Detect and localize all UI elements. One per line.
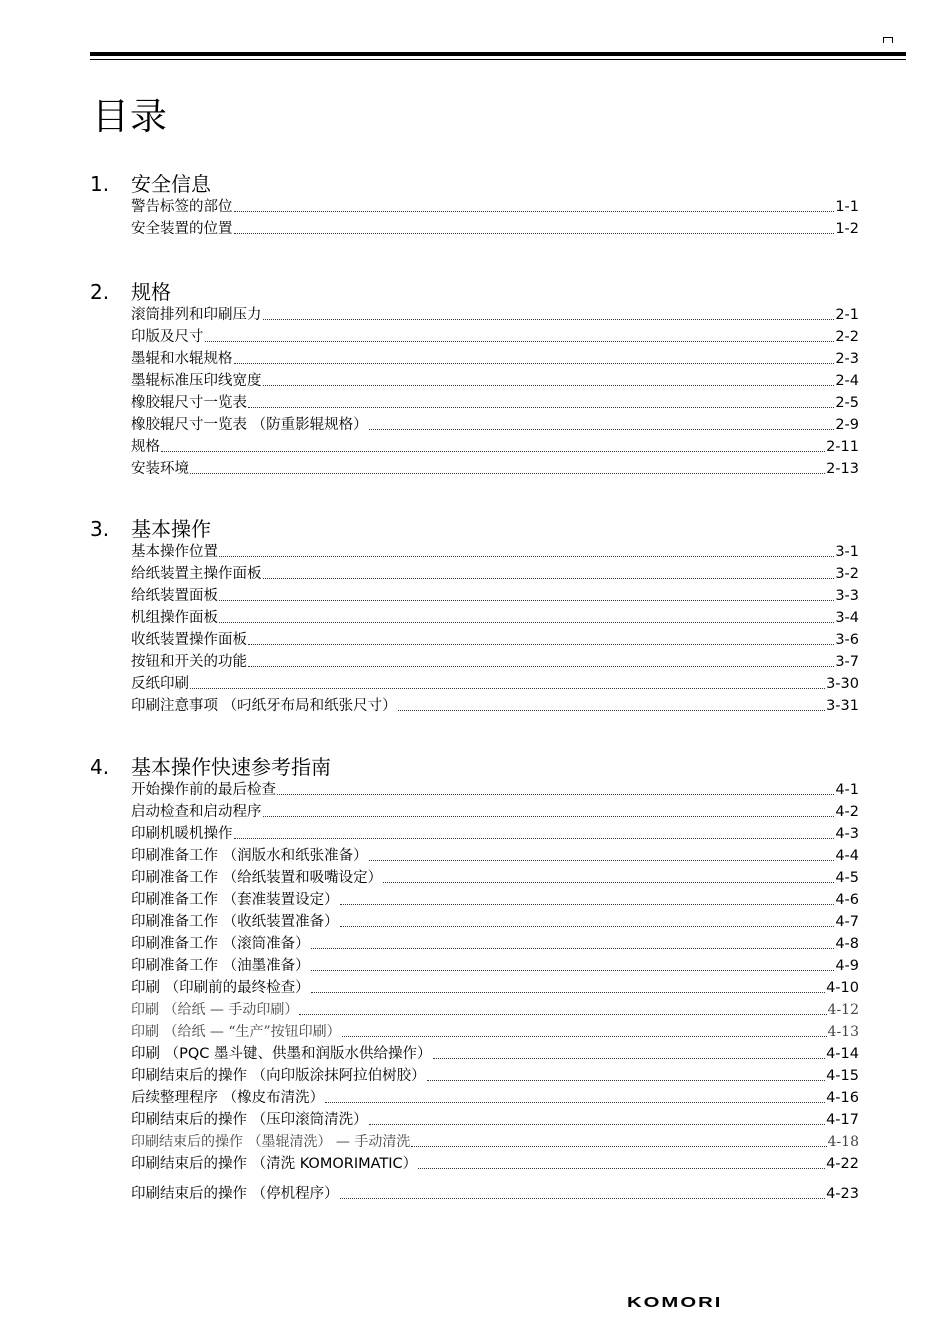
section-heading bbox=[90, 168, 880, 196]
section-number: 4. bbox=[90, 755, 110, 779]
toc-entry[interactable] bbox=[131, 563, 859, 585]
komori-logo: KOMORI bbox=[627, 1294, 723, 1311]
toc-page-number: 3-6 bbox=[835, 632, 859, 648]
toc-entry-text: 安全装置的位置 bbox=[131, 221, 233, 237]
dot-leader bbox=[340, 926, 835, 927]
toc-page-number: 4-6 bbox=[835, 892, 859, 908]
toc-entry-text: 印刷准备工作 （收纸装置准备） bbox=[131, 914, 339, 930]
dot-leader bbox=[369, 1124, 825, 1125]
section-title: 基本操作 bbox=[131, 517, 211, 541]
toc-entry[interactable] bbox=[131, 823, 859, 845]
toc-entry[interactable] bbox=[131, 370, 859, 392]
toc-entry[interactable] bbox=[131, 845, 859, 867]
dot-leader bbox=[234, 363, 835, 364]
toc-page-number: 2-13 bbox=[826, 461, 859, 477]
toc-page-number: 4-5 bbox=[835, 870, 859, 886]
toc-page-number: 2-2 bbox=[835, 329, 859, 345]
dot-leader bbox=[190, 688, 825, 689]
toc-entry-text: 印刷结束后的操作 （停机程序） bbox=[131, 1186, 339, 1202]
toc-section bbox=[90, 168, 880, 240]
toc-entry[interactable] bbox=[131, 651, 859, 673]
toc-entry[interactable] bbox=[131, 977, 859, 999]
toc-entry[interactable] bbox=[131, 1109, 859, 1131]
toc-page-number: 2-5 bbox=[835, 395, 859, 411]
toc-entry[interactable] bbox=[131, 1153, 859, 1175]
toc-entry-text: 印刷准备工作 （给纸装置和吸嘴设定） bbox=[131, 870, 383, 886]
toc-entry-text: 墨辊和水辊规格 bbox=[131, 351, 233, 367]
toc-entry[interactable] bbox=[131, 1087, 859, 1109]
toc-page-number: 3-2 bbox=[835, 566, 859, 582]
toc-page-number: 4-16 bbox=[826, 1090, 859, 1106]
dot-leader bbox=[311, 948, 835, 949]
dot-leader bbox=[383, 882, 834, 883]
dot-leader bbox=[340, 904, 835, 905]
toc-entry[interactable] bbox=[131, 801, 859, 823]
toc-page-number: 4-2 bbox=[835, 804, 859, 820]
section-title: 规格 bbox=[131, 280, 171, 304]
toc-entry[interactable] bbox=[131, 695, 859, 717]
toc-entry[interactable] bbox=[131, 779, 859, 801]
toc-page-number: 2-4 bbox=[835, 373, 859, 389]
toc-entry-text: 印版及尺寸 bbox=[131, 329, 204, 345]
toc-page-number: 3-3 bbox=[835, 588, 859, 604]
toc-entry[interactable] bbox=[131, 999, 859, 1021]
dot-leader bbox=[398, 710, 825, 711]
toc-entry[interactable] bbox=[131, 911, 859, 933]
toc-page-number: 2-3 bbox=[835, 351, 859, 367]
toc-page-number: 4-9 bbox=[835, 958, 859, 974]
section-heading bbox=[90, 751, 880, 779]
toc-page-number: 4-17 bbox=[826, 1112, 859, 1128]
toc-entry-text: 印刷准备工作 （润版水和纸张准备） bbox=[131, 848, 368, 864]
dot-leader bbox=[427, 1080, 825, 1081]
dot-leader bbox=[299, 1014, 826, 1015]
toc-page-number: 4-18 bbox=[827, 1134, 859, 1150]
toc-page-number: 4-23 bbox=[826, 1186, 859, 1202]
toc-section bbox=[90, 276, 880, 480]
toc-page-number: 4-8 bbox=[835, 936, 859, 952]
toc-entry-text: 后续整理程序 （橡皮布清洗） bbox=[131, 1090, 325, 1106]
dot-leader bbox=[248, 644, 834, 645]
toc-page-number: 4-10 bbox=[826, 980, 859, 996]
toc-entry-text: 印刷准备工作 （套准装置设定） bbox=[131, 892, 339, 908]
toc-page-number: 4-15 bbox=[826, 1068, 859, 1084]
toc-page-number: 4-1 bbox=[835, 782, 859, 798]
toc-entry-text: 印刷结束后的操作 （向印版涂抹阿拉伯树胶） bbox=[131, 1068, 426, 1084]
dot-leader bbox=[263, 816, 835, 817]
section-number: 3. bbox=[90, 517, 110, 541]
section-number: 1. bbox=[90, 172, 110, 196]
toc-entry-text: 印刷结束后的操作 （墨辊清洗） — 手动清洗 bbox=[131, 1134, 411, 1150]
toc-entry-text: 按钮和开关的功能 bbox=[131, 654, 247, 670]
toc-entry[interactable] bbox=[131, 867, 859, 889]
toc-entry[interactable] bbox=[131, 304, 859, 326]
toc-entry-text: 基本操作位置 bbox=[131, 544, 218, 560]
toc-entry[interactable] bbox=[131, 585, 859, 607]
toc-page-number: 4-4 bbox=[835, 848, 859, 864]
toc-entry[interactable] bbox=[131, 1021, 859, 1043]
toc-entry-text: 橡胶辊尺寸一览表 （防重影辊规格） bbox=[131, 417, 368, 433]
toc-entry-text: 橡胶辊尺寸一览表 bbox=[131, 395, 247, 411]
toc-page-number: 2-11 bbox=[826, 439, 859, 455]
dot-leader bbox=[369, 429, 835, 430]
toc-entry-text: 印刷 （给纸 — “生产”按钮印刷） bbox=[131, 1024, 341, 1040]
toc-page-number: 4-13 bbox=[827, 1024, 859, 1040]
toc-entry[interactable] bbox=[131, 348, 859, 370]
toc-page-number: 4-3 bbox=[835, 826, 859, 842]
toc-entry[interactable] bbox=[131, 326, 859, 348]
dot-leader bbox=[219, 622, 834, 623]
toc-page-number: 1-1 bbox=[835, 199, 859, 215]
toc-page-number: 3-1 bbox=[835, 544, 859, 560]
toc-entry-text: 印刷 （印刷前的最终检查） bbox=[131, 980, 310, 996]
dot-leader bbox=[219, 600, 834, 601]
dot-leader bbox=[263, 578, 835, 579]
section-heading bbox=[90, 276, 880, 304]
dot-leader bbox=[340, 1198, 825, 1199]
toc-entry-text: 印刷结束后的操作 （清洗 KOMORIMATIC） bbox=[131, 1156, 418, 1172]
dot-leader bbox=[433, 1058, 826, 1059]
dot-leader bbox=[248, 666, 834, 667]
toc-entry-text: 反纸印刷 bbox=[131, 676, 189, 692]
dot-leader bbox=[234, 211, 835, 212]
toc-entry-text: 滚筒排列和印刷压力 bbox=[131, 307, 262, 323]
toc-entry[interactable] bbox=[131, 933, 859, 955]
toc-entry[interactable] bbox=[131, 1065, 859, 1087]
dot-leader bbox=[234, 838, 835, 839]
toc-page-number: 3-4 bbox=[835, 610, 859, 626]
toc-entry[interactable] bbox=[131, 436, 859, 458]
toc-entry[interactable] bbox=[131, 218, 859, 240]
dot-leader bbox=[325, 1102, 825, 1103]
dot-leader bbox=[342, 1036, 827, 1037]
toc-entry[interactable] bbox=[131, 889, 859, 911]
corner-mark bbox=[883, 37, 893, 43]
toc-entry-text: 收纸装置操作面板 bbox=[131, 632, 247, 648]
toc-entry-text: 印刷注意事项 （叼纸牙布局和纸张尺寸） bbox=[131, 698, 397, 714]
header-rule-thin bbox=[90, 59, 906, 60]
dot-leader bbox=[190, 473, 825, 474]
toc-entry-text: 墨辊标准压印线宽度 bbox=[131, 373, 262, 389]
toc-entry-text: 印刷 （给纸 — 手动印刷） bbox=[131, 1002, 299, 1018]
toc-entry-text: 印刷 （PQC 墨斗键、供墨和润版水供给操作） bbox=[131, 1046, 432, 1062]
toc-entry-text: 安装环境 bbox=[131, 461, 189, 477]
toc-entry[interactable] bbox=[131, 629, 859, 651]
section-heading bbox=[90, 513, 880, 541]
section-number: 2. bbox=[90, 280, 110, 304]
toc-page-number: 4-14 bbox=[826, 1046, 859, 1062]
dot-leader bbox=[311, 992, 825, 993]
toc-entry-text: 印刷机暖机操作 bbox=[131, 826, 233, 842]
dot-leader bbox=[234, 233, 835, 234]
toc-section bbox=[90, 751, 880, 1205]
toc-page-number: 3-30 bbox=[826, 676, 859, 692]
toc-entry[interactable] bbox=[131, 196, 859, 218]
toc-entry[interactable] bbox=[131, 1183, 859, 1205]
dot-leader bbox=[263, 385, 835, 386]
toc-entry[interactable] bbox=[131, 541, 859, 563]
toc-page-number: 3-31 bbox=[826, 698, 859, 714]
toc-entry[interactable] bbox=[131, 392, 859, 414]
dot-leader bbox=[219, 556, 834, 557]
toc-page-number: 4-22 bbox=[826, 1156, 859, 1172]
section-title: 安全信息 bbox=[131, 172, 211, 196]
toc-entry-text: 机组操作面板 bbox=[131, 610, 218, 626]
toc-entry-text: 给纸装置面板 bbox=[131, 588, 218, 604]
toc-section bbox=[90, 513, 880, 717]
toc-entry-text: 印刷结束后的操作 （压印滚筒清洗） bbox=[131, 1112, 368, 1128]
dot-leader bbox=[411, 1146, 826, 1147]
toc-entry[interactable] bbox=[131, 1131, 859, 1153]
toc-page-number: 2-1 bbox=[835, 307, 859, 323]
toc-page-number: 4-12 bbox=[827, 1002, 859, 1018]
dot-leader bbox=[205, 341, 835, 342]
toc-page-number: 4-7 bbox=[835, 914, 859, 930]
toc-entry-text: 开始操作前的最后检查 bbox=[131, 782, 276, 798]
toc-page-number: 1-2 bbox=[835, 221, 859, 237]
toc-entry-text: 给纸装置主操作面板 bbox=[131, 566, 262, 582]
dot-leader bbox=[369, 860, 835, 861]
toc-entry-text: 印刷准备工作 （滚筒准备） bbox=[131, 936, 310, 952]
toc-entry[interactable] bbox=[131, 673, 859, 695]
toc-entry[interactable] bbox=[131, 414, 859, 436]
toc-entry-text: 警告标签的部位 bbox=[131, 199, 233, 215]
dot-leader bbox=[418, 1168, 825, 1169]
header-rule bbox=[90, 52, 906, 56]
dot-leader bbox=[277, 794, 834, 795]
page-title: 目录 bbox=[92, 95, 168, 138]
dot-leader bbox=[161, 451, 825, 452]
toc-entry-text: 启动检查和启动程序 bbox=[131, 804, 262, 820]
toc-page-number: 3-7 bbox=[835, 654, 859, 670]
toc-entry[interactable] bbox=[131, 1043, 859, 1065]
toc-entry[interactable] bbox=[131, 607, 859, 629]
dot-leader bbox=[248, 407, 834, 408]
dot-leader bbox=[311, 970, 835, 971]
section-title: 基本操作快速参考指南 bbox=[131, 755, 331, 779]
toc-entry-text: 规格 bbox=[131, 439, 160, 455]
dot-leader bbox=[263, 319, 835, 320]
toc-page-number: 2-9 bbox=[835, 417, 859, 433]
toc-entry-text: 印刷准备工作 （油墨准备） bbox=[131, 958, 310, 974]
toc-entry[interactable] bbox=[131, 458, 859, 480]
toc-entry[interactable] bbox=[131, 955, 859, 977]
